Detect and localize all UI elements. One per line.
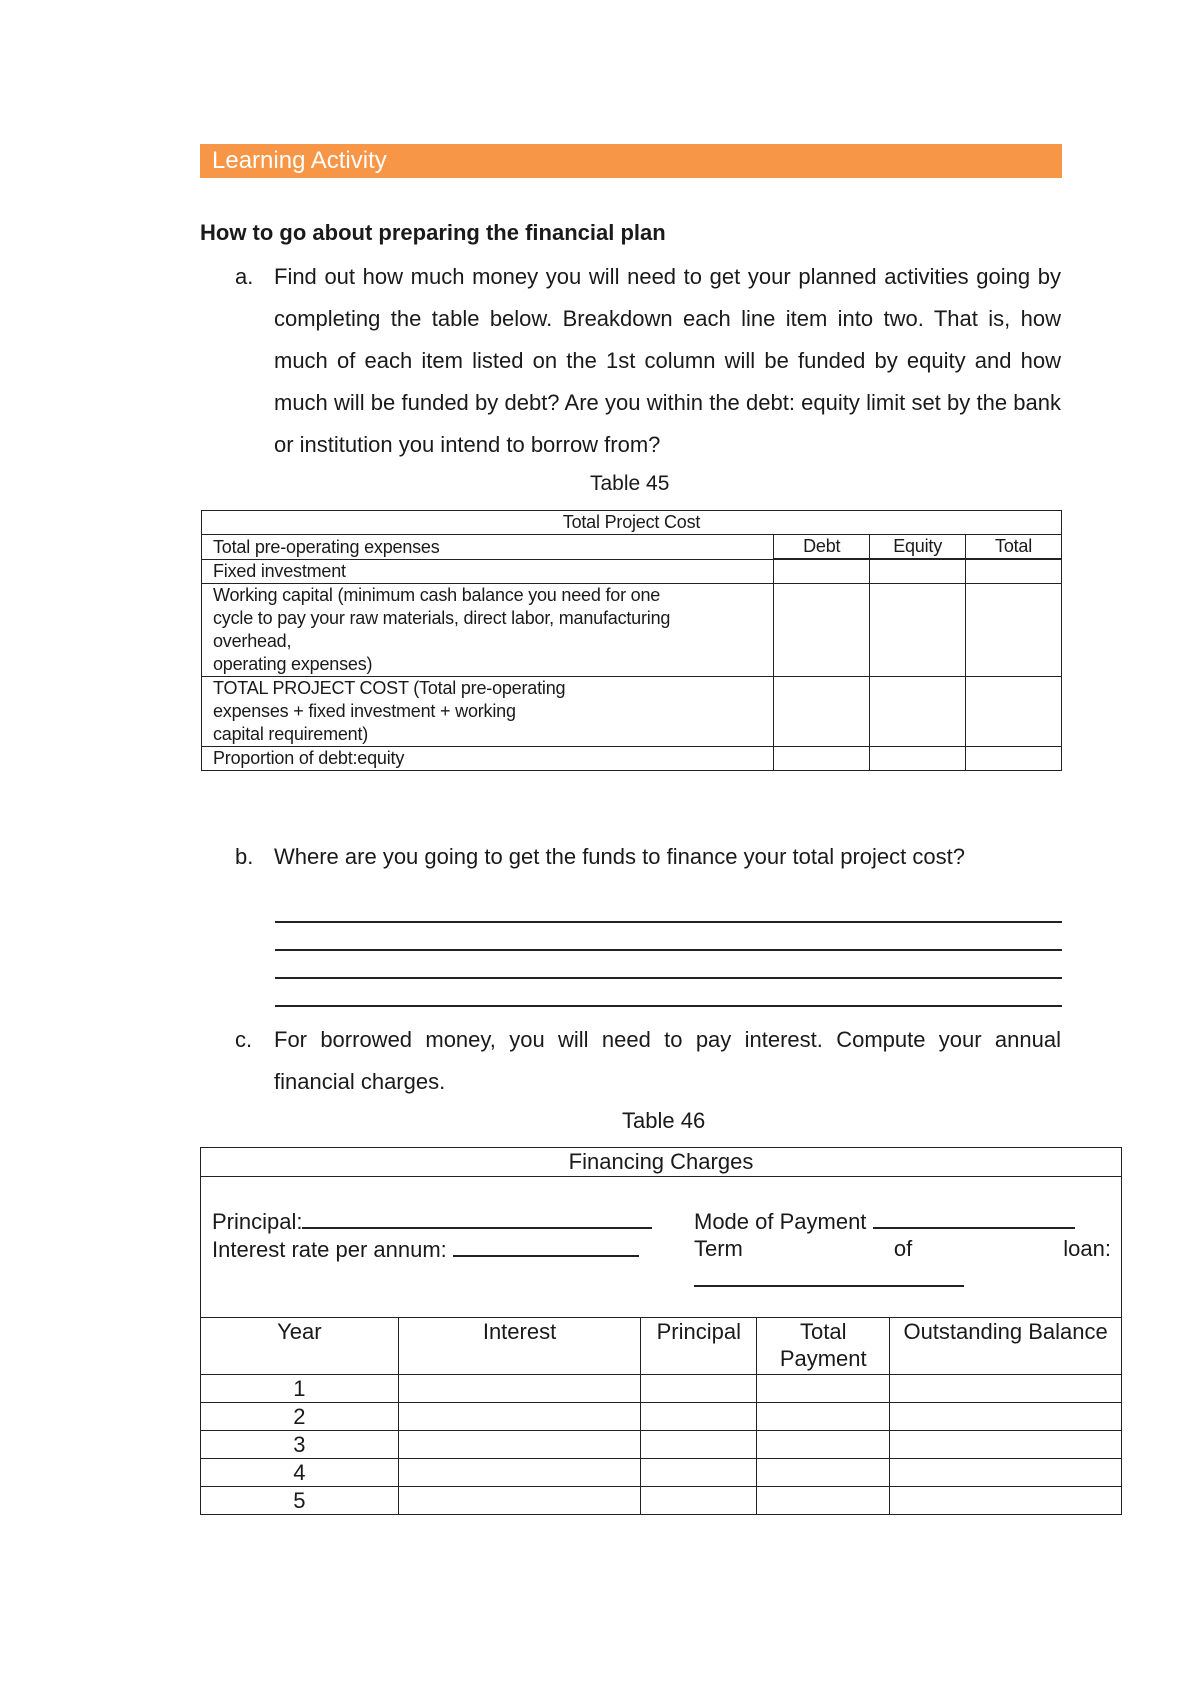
total-project-cost-table	[201, 510, 1062, 771]
cell-proportion-total[interactable]	[966, 747, 1062, 771]
table45-title: Total Project Cost	[202, 511, 1062, 535]
answer-line[interactable]	[275, 895, 1062, 923]
table45-caption: Table 45	[590, 472, 670, 495]
interest-rate-field[interactable]: Interest rate per annum:	[212, 1235, 639, 1263]
mode-of-payment-field[interactable]: Mode of Payment	[694, 1207, 1075, 1235]
principal-cell[interactable]	[641, 1431, 757, 1459]
principal-cell[interactable]	[641, 1459, 757, 1487]
col-header-year: Year	[201, 1318, 399, 1375]
interest-cell[interactable]	[398, 1403, 641, 1431]
item-a-letter: a.	[235, 264, 254, 289]
row-pre-operating: Total pre-operating expenses	[202, 535, 774, 560]
cell-working-equity[interactable]	[870, 584, 966, 677]
col-header-principal: Principal	[641, 1318, 757, 1375]
cell-working-total[interactable]	[966, 584, 1062, 677]
balance-cell[interactable]	[890, 1459, 1122, 1487]
item-c-letter: c.	[235, 1027, 253, 1052]
interest-cell[interactable]	[398, 1487, 641, 1515]
col-header-equity: Equity	[870, 535, 966, 559]
item-b-text: Where are you going to get the funds to finance your total project cost?	[274, 844, 965, 869]
table46-caption: Table 46	[622, 1108, 706, 1133]
principal-cell[interactable]	[641, 1375, 757, 1403]
year-cell: 3	[201, 1431, 399, 1459]
row-fixed-investment: Fixed investment	[202, 560, 774, 584]
interest-cell[interactable]	[398, 1459, 641, 1487]
cell-fixed-debt[interactable]	[774, 560, 870, 584]
answer-line[interactable]	[275, 951, 1062, 979]
term-blank-line[interactable]	[694, 1265, 964, 1293]
table46-title: Financing Charges	[201, 1148, 1122, 1177]
interest-cell[interactable]	[398, 1431, 641, 1459]
year-cell: 5	[201, 1487, 399, 1515]
col-header-debt: Debt	[774, 535, 870, 559]
item-c-text: For borrowed money, you will need to pay interest. Compute your annual financial charges.	[274, 1027, 1061, 1094]
cell-total-debt[interactable]	[774, 677, 870, 747]
answer-lines	[275, 895, 1062, 1007]
section-heading: How to go about preparing the financial plan	[200, 220, 666, 245]
financing-charges-table	[200, 1147, 1122, 1515]
interest-rate-blank[interactable]	[453, 1235, 639, 1257]
row-total-project-cost: TOTAL PROJECT COST (Total pre-operating expenses + fixed investment + working capital requirement)	[202, 677, 774, 747]
total-payment-cell[interactable]	[757, 1487, 890, 1515]
col-header-interest: Interest	[398, 1318, 641, 1375]
principal-cell[interactable]	[641, 1487, 757, 1515]
col-header-total: Total	[966, 535, 1062, 559]
cell-total-total[interactable]	[966, 677, 1062, 747]
balance-cell[interactable]	[890, 1431, 1122, 1459]
mode-of-payment-blank[interactable]	[873, 1207, 1075, 1229]
cell-working-debt[interactable]	[774, 584, 870, 677]
cell-proportion-debt[interactable]	[774, 747, 870, 771]
principal-cell[interactable]	[641, 1403, 757, 1431]
cell-total-equity[interactable]	[870, 677, 966, 747]
balance-cell[interactable]	[890, 1403, 1122, 1431]
balance-cell[interactable]	[890, 1487, 1122, 1515]
total-payment-cell[interactable]	[757, 1375, 890, 1403]
loan-details	[201, 1177, 1122, 1318]
col-header-total-payment: Total Payment	[757, 1318, 890, 1375]
cell-fixed-equity[interactable]	[870, 560, 966, 584]
total-payment-cell[interactable]	[757, 1459, 890, 1487]
col-header-outstanding-balance: Outstanding Balance	[890, 1318, 1122, 1375]
item-b-letter: b.	[235, 844, 254, 869]
cell-fixed-total[interactable]	[966, 560, 1062, 584]
term-of-loan-field: Term of loan:	[694, 1236, 1111, 1261]
total-payment-cell[interactable]	[757, 1403, 890, 1431]
year-cell: 2	[201, 1403, 399, 1431]
balance-cell[interactable]	[890, 1375, 1122, 1403]
item-a-text: Find out how much money you will need to get your planned activities going by completing the table below. Breakdown each line item into two. That is, how much of each item listed on the 1st column will be funded by equity and how much will be funded by debt? Are you within the debt: equity limit set by the bank or institution you intend to borrow from?	[274, 264, 1061, 457]
year-cell: 1	[201, 1375, 399, 1403]
interest-cell[interactable]	[398, 1375, 641, 1403]
row-proportion: Proportion of debt:equity	[202, 747, 774, 771]
principal-blank[interactable]	[302, 1207, 652, 1229]
answer-line[interactable]	[275, 923, 1062, 951]
learning-activity-banner: Learning Activity	[200, 144, 1062, 178]
principal-field[interactable]: Principal:	[212, 1207, 652, 1235]
row-working-capital: Working capital (minimum cash balance you need for one cycle to pay your raw materials, direct labor, manufacturing overhead, operating expenses)	[202, 584, 774, 677]
total-payment-cell[interactable]	[757, 1431, 890, 1459]
term-blank[interactable]	[694, 1265, 964, 1287]
answer-line[interactable]	[275, 979, 1062, 1007]
year-cell: 4	[201, 1459, 399, 1487]
cell-proportion-equity[interactable]	[870, 747, 966, 771]
